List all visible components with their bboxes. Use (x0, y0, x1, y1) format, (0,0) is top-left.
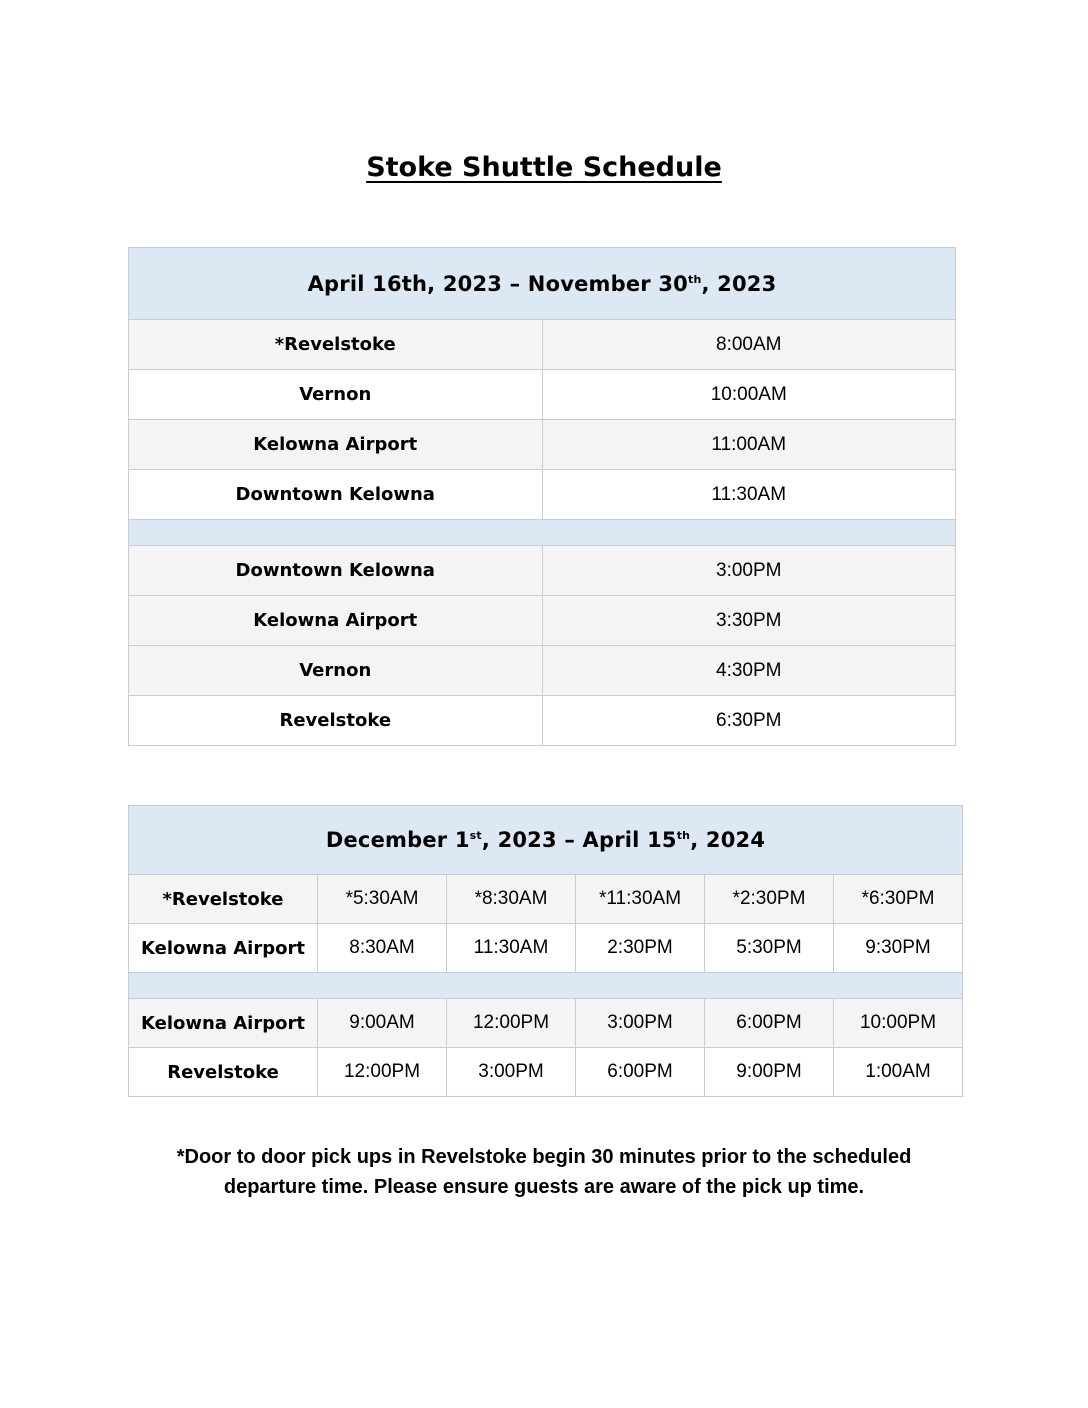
stop-location: Vernon (129, 370, 543, 420)
departure-time: 6:00PM (705, 999, 834, 1048)
stop-time: 3:30PM (542, 596, 956, 646)
winter-date-range: December 1st, 2023 – April 15th, 2024 (129, 806, 963, 875)
departure-time: 12:00PM (447, 999, 576, 1048)
stop-location: Kelowna Airport (129, 596, 543, 646)
arrival-time: 3:00PM (447, 1048, 576, 1097)
departure-time: *11:30AM (576, 875, 705, 924)
stop-time: 4:30PM (542, 646, 956, 696)
stop-time: 11:30AM (542, 470, 956, 520)
winter-schedule-header (129, 806, 963, 875)
stop-time: 8:00AM (542, 320, 956, 370)
arrival-time: 11:30AM (447, 924, 576, 973)
arrival-time: 9:00PM (705, 1048, 834, 1097)
stop-location: *Revelstoke (129, 875, 318, 924)
departure-time: *8:30AM (447, 875, 576, 924)
stop-location: Revelstoke (129, 1048, 318, 1097)
footnote-line: departure time. Please ensure guests are aware of the pick up time. (223, 1176, 865, 1198)
page-title: Stoke Shuttle Schedule (366, 152, 722, 183)
stop-location: Kelowna Airport (129, 924, 318, 973)
stop-location: Revelstoke (129, 696, 543, 746)
departure-time: *2:30PM (705, 875, 834, 924)
arrival-time: 8:30AM (318, 924, 447, 973)
table-row (129, 999, 963, 1048)
summer-schedule-table (128, 247, 956, 746)
arrival-time: 12:00PM (318, 1048, 447, 1097)
departure-time: 3:00PM (576, 999, 705, 1048)
departure-time: *5:30AM (318, 875, 447, 924)
section-divider (129, 520, 956, 546)
arrival-time: 1:00AM (834, 1048, 963, 1097)
table-row (129, 420, 956, 470)
table-row (129, 596, 956, 646)
stop-time: 10:00AM (542, 370, 956, 420)
arrival-time: 6:00PM (576, 1048, 705, 1097)
stop-location: *Revelstoke (129, 320, 543, 370)
stop-location: Vernon (129, 646, 543, 696)
table-row (129, 646, 956, 696)
stop-location: Kelowna Airport (129, 420, 543, 470)
arrival-time: 2:30PM (576, 924, 705, 973)
table-row (129, 546, 956, 596)
summer-date-range: April 16th, 2023 – November 30th, 2023 (129, 248, 956, 320)
table-row (129, 875, 963, 924)
departure-time: 10:00PM (834, 999, 963, 1048)
table-row (129, 696, 956, 746)
stop-location: Kelowna Airport (129, 999, 318, 1048)
stop-time: 3:00PM (542, 546, 956, 596)
stop-location: Downtown Kelowna (129, 470, 543, 520)
summer-schedule-header (129, 248, 956, 320)
table-row (129, 1048, 963, 1097)
departure-time: *6:30PM (834, 875, 963, 924)
stop-time: 6:30PM (542, 696, 956, 746)
footnote-line: *Door to door pick ups in Revelstoke begin 30 minutes prior to the scheduled (176, 1146, 912, 1168)
table-row (129, 924, 963, 973)
arrival-time: 5:30PM (705, 924, 834, 973)
table-row (129, 320, 956, 370)
section-divider (129, 973, 963, 999)
departure-time: 9:00AM (318, 999, 447, 1048)
winter-schedule-table (128, 805, 963, 1097)
stop-time: 11:00AM (542, 420, 956, 470)
stop-location: Downtown Kelowna (129, 546, 543, 596)
pickup-footnote (144, 1142, 944, 1202)
table-row (129, 470, 956, 520)
arrival-time: 9:30PM (834, 924, 963, 973)
table-row (129, 370, 956, 420)
